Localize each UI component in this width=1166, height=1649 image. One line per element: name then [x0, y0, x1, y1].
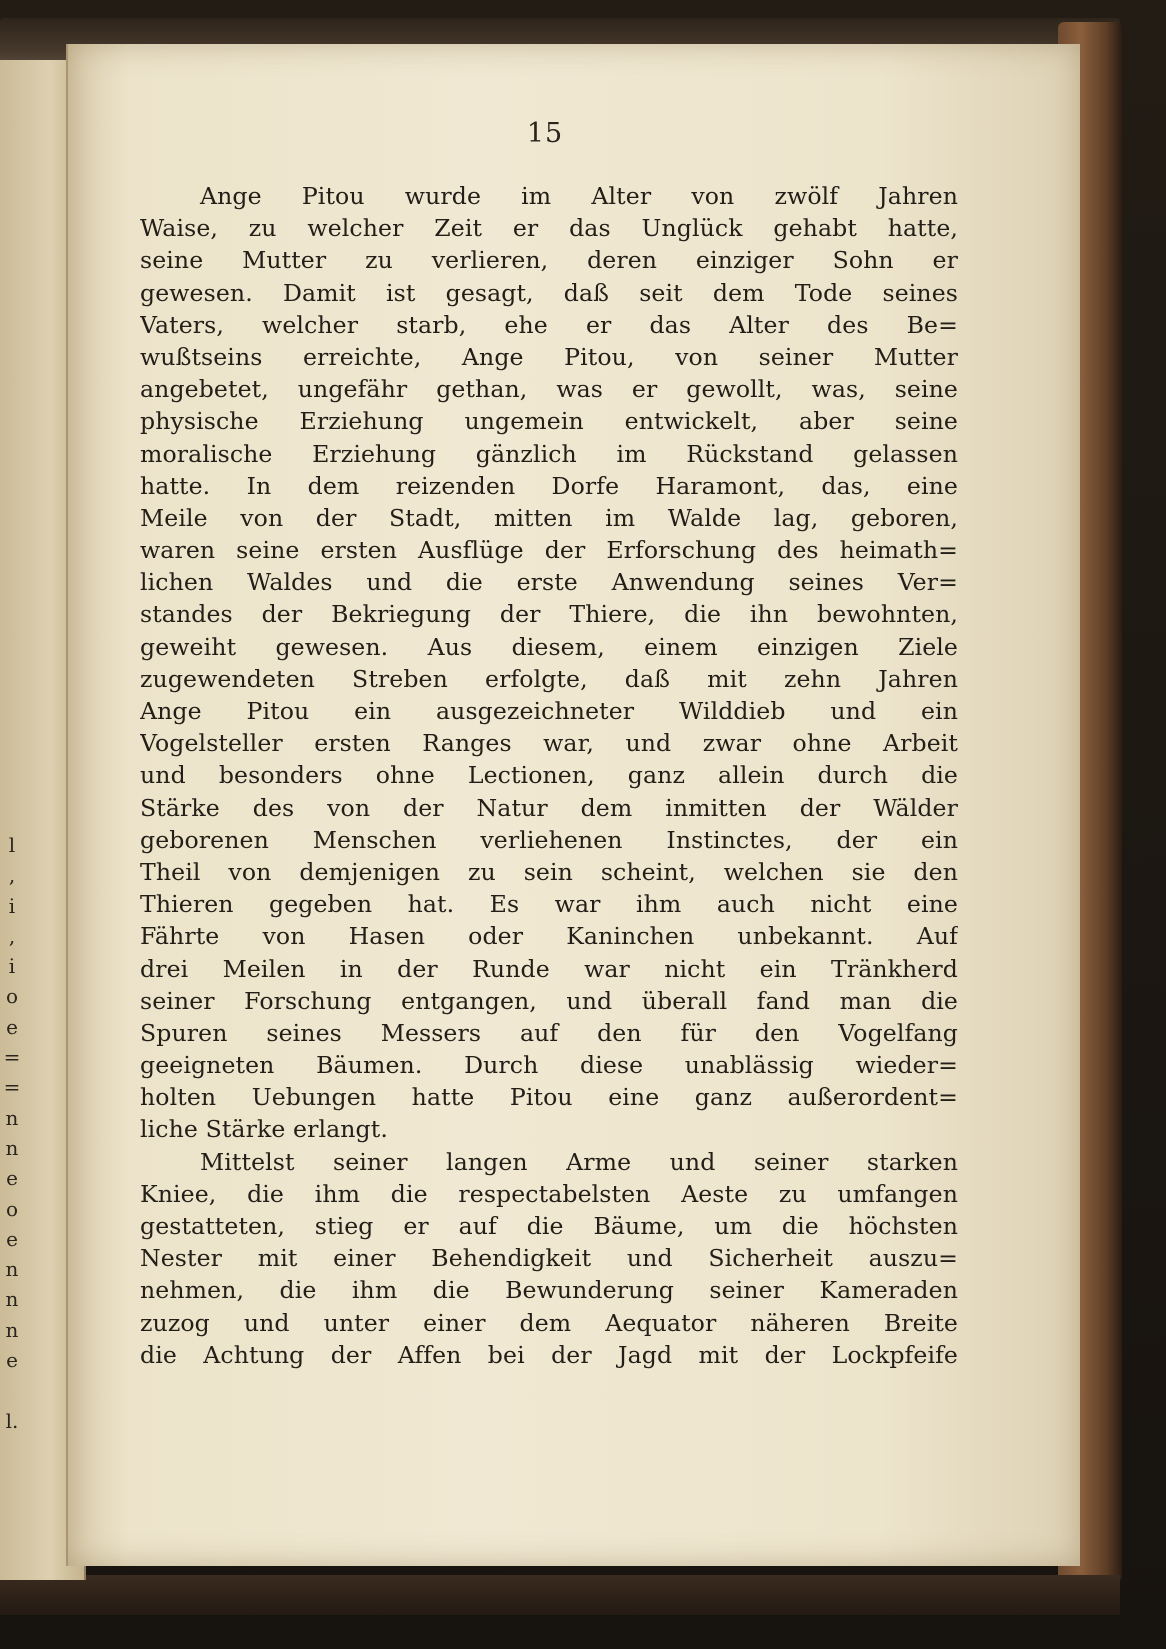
text-line: holten Uebungen hatte Pitou eine ganz außerordent= — [140, 1083, 958, 1112]
text-line: Vaters, welcher starb, ehe er das Alter des Be= — [140, 310, 958, 339]
text-line: Vogelsteller ersten Ranges war, und zwar ohne Arbeit — [140, 729, 958, 758]
fragment: i — [8, 954, 16, 979]
text-line: drei Meilen in der Runde war nicht ein Tränkherd — [140, 954, 958, 983]
text-line: Waise, zu welcher Zeit er das Unglück gehabt hatte, — [140, 214, 958, 243]
text-line: Fährte von Hasen oder Kaninchen unbekannt. Auf — [140, 922, 958, 951]
fragment: = — [3, 1075, 21, 1100]
fragment: l — [8, 833, 16, 857]
fragment: n — [5, 1135, 19, 1160]
text-line: waren seine ersten Ausflüge der Erforschung des heimath= — [140, 536, 958, 565]
text-line: zugewendeten Streben erfolgte, daß mit zehn Jahren — [140, 664, 958, 693]
fragment: o — [5, 984, 19, 1009]
fragment: e — [6, 1226, 18, 1251]
book-cover-bottom — [0, 1575, 1120, 1615]
text-line: Mittelst seiner langen Arme und seiner starken — [200, 1147, 958, 1176]
fragment: l. — [5, 1408, 19, 1433]
text-line: standes der Bekriegung der Thiere, die ihn bewohnten, — [140, 600, 958, 629]
text-line: und besonders ohne Lectionen, ganz allein durch die — [140, 761, 958, 790]
text-line: gewesen. Damit ist gesagt, daß seit dem Tode seines — [140, 278, 958, 307]
fragment: i — [8, 893, 16, 918]
text-line: wußtseins erreichte, Ange Pitou, von seiner Mutter — [140, 342, 958, 371]
fragment: e — [6, 1166, 18, 1191]
left-page-fragments — [2, 830, 22, 1436]
fragment: n — [5, 1287, 19, 1312]
page-body-text — [140, 180, 958, 1442]
text-line: geweiht gewesen. Aus diesem, einem einzigen Ziele — [140, 632, 958, 661]
text-line: Kniee, die ihm die respectabelsten Aeste zu umfangen — [140, 1179, 958, 1208]
text-line: physische Erziehung ungemein entwickelt, aber seine — [140, 407, 958, 436]
fragment: n — [5, 1317, 19, 1342]
text-line: moralische Erziehung gänzlich im Rückstand gelassen — [140, 439, 958, 468]
text-line: zuzog und unter einer dem Aequator näheren Breite — [140, 1308, 958, 1337]
page-number: 15 — [526, 118, 564, 149]
fragment: n — [5, 1257, 19, 1282]
text-line: Ange Pitou wurde im Alter von zwölf Jahren — [200, 182, 958, 210]
text-line: liche Stärke erlangt. — [140, 1115, 388, 1144]
fragment: o — [5, 1196, 19, 1221]
fragment: , — [8, 863, 16, 888]
text-line: Nester mit einer Behendigkeit und Sicherheit auszu= — [140, 1244, 958, 1273]
text-line: geeigneten Bäumen. Durch diese unablässig wieder= — [140, 1051, 958, 1080]
text-line: Ange Pitou ein ausgezeichneter Wilddieb und ein — [140, 697, 958, 725]
text-line: Theil von demjenigen zu sein scheint, welchen sie den — [140, 857, 958, 886]
fragment: e — [6, 1014, 18, 1039]
fragment: = — [3, 1045, 21, 1070]
text-line: seiner Forschung entgangen, und überall fand man die — [140, 986, 958, 1015]
fragment — [2, 1375, 22, 1405]
text-line: hatte. In dem reizenden Dorfe Haramont, das, eine — [140, 471, 958, 500]
text-line: nehmen, die ihm die Bewunderung seiner Kameraden — [140, 1276, 958, 1305]
text-line: seine Mutter zu verlieren, deren einziger Sohn er — [140, 246, 958, 275]
text-line: gestatteten, stieg er auf die Bäume, um die höchsten — [140, 1212, 958, 1240]
fragment: n — [5, 1105, 19, 1130]
text-line: angebetet, ungefähr gethan, was er gewollt, was, seine — [140, 375, 958, 404]
fragment: , — [8, 923, 16, 948]
text-line: die Achtung der Affen bei der Jagd mit der Lockpfeife — [140, 1340, 958, 1369]
text-line: Thieren gegeben hat. Es war ihm auch nicht eine — [140, 890, 958, 919]
text-line: Meile von der Stadt, mitten im Walde lag, geboren, — [140, 503, 958, 532]
text-line: geborenen Menschen verliehenen Instinctes, der ein — [140, 825, 958, 854]
text-line: Stärke des von der Natur dem inmitten der Wälder — [140, 793, 958, 822]
text-line: lichen Waldes und die erste Anwendung seines Ver= — [140, 568, 958, 597]
fragment: e — [6, 1348, 18, 1373]
text-line: Spuren seines Messers auf den für den Vogelfang — [140, 1018, 958, 1047]
